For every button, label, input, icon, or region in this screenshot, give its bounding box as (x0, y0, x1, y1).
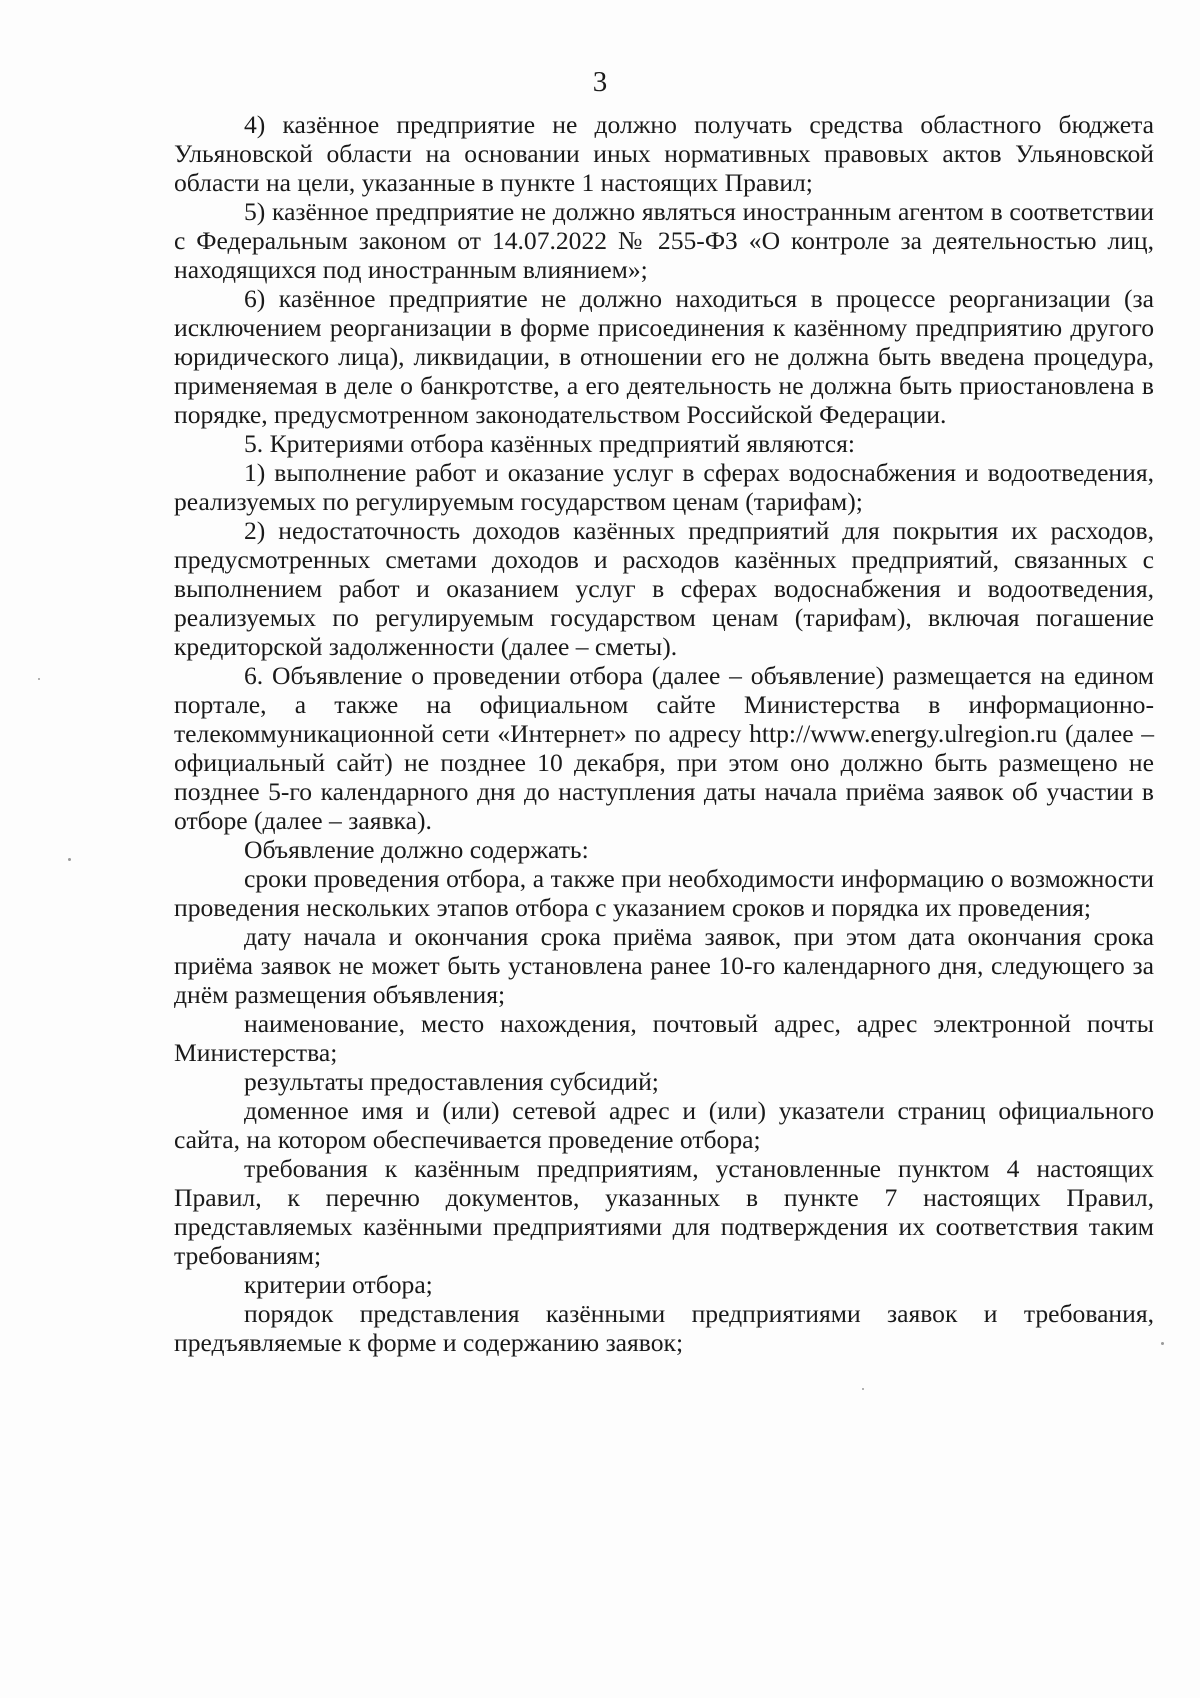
page-number: 3 (592, 66, 608, 98)
scan-speck (68, 858, 71, 861)
paragraph-item-ministry-info: наименование, место нахождения, почтовый адрес, адрес электронной почты Министерства; (174, 1009, 1154, 1067)
paragraph-criterion-1: 1) выполнение работ и оказание услуг в сферах водоснабжения и водоотведения, реализуемых по регулируемым государством ценам (тарифам); (174, 458, 1154, 516)
paragraph-criterion-2: 2) недостаточность доходов казённых предприятий для покрытия их расходов, предусмотренных сметами доходов и расходов казённых предприятий, связанных с выполнением работ и оказанием услуг в сферах водоснабжения и водоотведения, реализуемых по регулируемым государством ценам (тарифам), включая погашение кредиторской задолженности (далее – сметы). (174, 516, 1154, 661)
paragraph-item-domain: доменное имя и (или) сетевой адрес и (или) указатели страниц официального сайта, на котором обеспечивается проведение отбора; (174, 1096, 1154, 1154)
scan-speck (862, 1388, 864, 1390)
paragraph-section-6: 6. Объявление о проведении отбора (далее – объявление) размещается на едином портале, а также на официальном сайте Министерства в информационно-телекоммуникационной сети «Интернет» по адресу http://www.energy.ulregion.ru (далее – официальный сайт) не позднее 10 декабря, при этом оно должно быть размещено не позднее 5-го календарного дня до наступления даты начала приёма заявок об участии в отборе (далее – заявка). (174, 661, 1154, 835)
paragraph-item-results: результаты предоставления субсидий; (244, 1067, 659, 1096)
paragraph-item-requirements: требования к казённым предприятиям, установленные пунктом 4 настоящих Правил, к перечню документов, указанных в пункте 7 настоящих Правил, представляемых казёнными предприятиями для подтверждения их соответствия таким требованиям; (174, 1154, 1154, 1270)
paragraph-requirement-6: 6) казённое предприятие не должно находиться в процессе реорганизации (за исключением реорганизации в форме присоединения к казённому предприятию другого юридического лица), ликвидации, в отношении его не должна быть введена процедура, применяемая в деле о банкротстве, а его деятельность не должна быть приостановлена в порядке, предусмотренном законодательством Российской Федерации. (174, 284, 1154, 429)
paragraph-announcement-contents: Объявление должно содержать: (244, 835, 589, 864)
scan-speck (38, 678, 40, 680)
paragraph-requirement-4: 4) казённое предприятие не должно получать средства областного бюджета Ульяновской области на основании иных нормативных правовых актов Ульяновской области на цели, указанные в пункте 1 настоящих Правил; (174, 110, 1154, 197)
paragraph-requirement-5: 5) казённое предприятие не должно являться иностранным агентом в соответствии с Федеральным законом от 14.07.2022 № 255-ФЗ «О контроле за деятельностью лиц, находящихся под иностранным влиянием»; (174, 197, 1154, 284)
document-body (174, 110, 1154, 1357)
paragraph-item-criteria: критерии отбора; (244, 1270, 433, 1299)
paragraph-item-procedure: порядок представления казёнными предприятиями заявок и требования, предъявляемые к форме и содержанию заявок; (174, 1299, 1154, 1357)
paragraph-item-dates: дату начала и окончания срока приёма заявок, при этом дата окончания срока приёма заявок не может быть установлена ранее 10-го календарного дня, следующего за днём размещения объявления; (174, 922, 1154, 1009)
paragraph-section-5-heading: 5. Критериями отбора казённых предприятий являются: (244, 429, 856, 458)
scan-speck (1161, 1342, 1164, 1345)
paragraph-item-terms: сроки проведения отбора, а также при необходимости информацию о возможности проведения нескольких этапов отбора с указанием сроков и порядка их проведения; (174, 864, 1154, 922)
